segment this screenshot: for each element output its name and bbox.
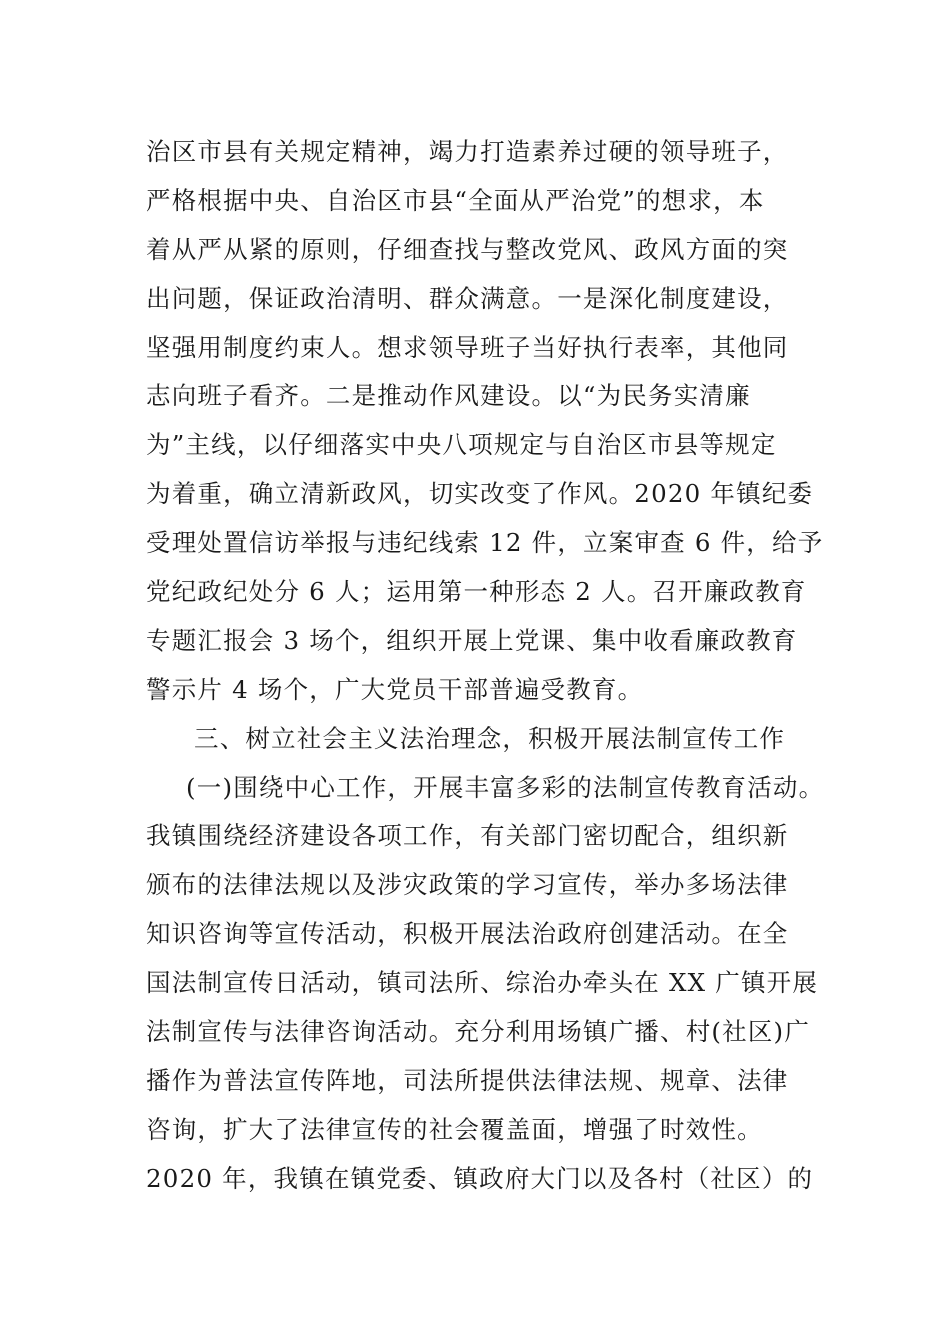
text-line: 治区市县有关规定精神，竭力打造素养过硬的领导班子， <box>146 137 789 166</box>
text-line: 咨询，扩大了法律宣传的社会覆盖面，增强了时效性。 <box>146 1114 763 1144</box>
text-line: 专题汇报会 3 场个，组织开展上党课、集中收看廉政教育 <box>146 625 798 655</box>
document-body <box>146 128 826 1204</box>
text-line: 着从严从紧的原则，仔细查找与整改党风、政风方面的突 <box>146 234 789 264</box>
text-line: 严格根据中央、自治区市县“全面从严治党”的想求，本 <box>146 185 765 215</box>
text-line: 志向班子看齐。二是推动作风建设。以“为民务实清廉 <box>146 381 751 411</box>
text-line: 播作为普法宣传阵地，司法所提供法律法规、规章、法律 <box>146 1065 789 1095</box>
text-line: 警示片 4 场个，广大党员干部普遍受教育。 <box>146 674 644 704</box>
subsection-heading: (一)围绕中心工作，开展丰富多彩的法制宣传教育活动。 <box>186 772 825 802</box>
text-line: 国法制宣传日活动，镇司法所、综治办牵头在 XX 广镇开展 <box>146 968 819 998</box>
text-line: 2020 年，我镇在镇党委、镇政府大门以及各村（社区）的 <box>146 1163 814 1193</box>
text-line: 颁布的法律法规以及涉灾政策的学习宣传，举办多场法律 <box>146 870 789 900</box>
text-line: 为”主线，以仔细落实中央八项规定与自治区市县等规定 <box>146 430 777 460</box>
text-line: 法制宣传与法律咨询活动。充分利用场镇广播、村(社区)广 <box>146 1017 811 1047</box>
text-line: 党纪政纪处分 6 人；运用第一种形态 2 人。召开廉政教育 <box>146 577 807 607</box>
section-heading: 三、树立社会主义法治理念，积极开展法制宣传工作 <box>194 723 786 753</box>
text-line: 我镇围绕经济建设各项工作，有关部门密切配合，组织新 <box>146 821 789 851</box>
text-line: 知识咨询等宣传活动，积极开展法治政府创建活动。在全 <box>146 919 789 949</box>
text-line: 出问题，保证政治清明、群众满意。一是深化制度建设， <box>146 283 789 313</box>
text-line: 为着重，确立清新政风，切实改变了作风。2020 年镇纪委 <box>146 479 814 509</box>
text-line: 坚强用制度约束人。想求领导班子当好执行表率，其他同 <box>146 332 789 362</box>
text-line: 受理处置信访举报与违纪线索 12 件，立案审查 6 件，给予 <box>146 528 824 558</box>
